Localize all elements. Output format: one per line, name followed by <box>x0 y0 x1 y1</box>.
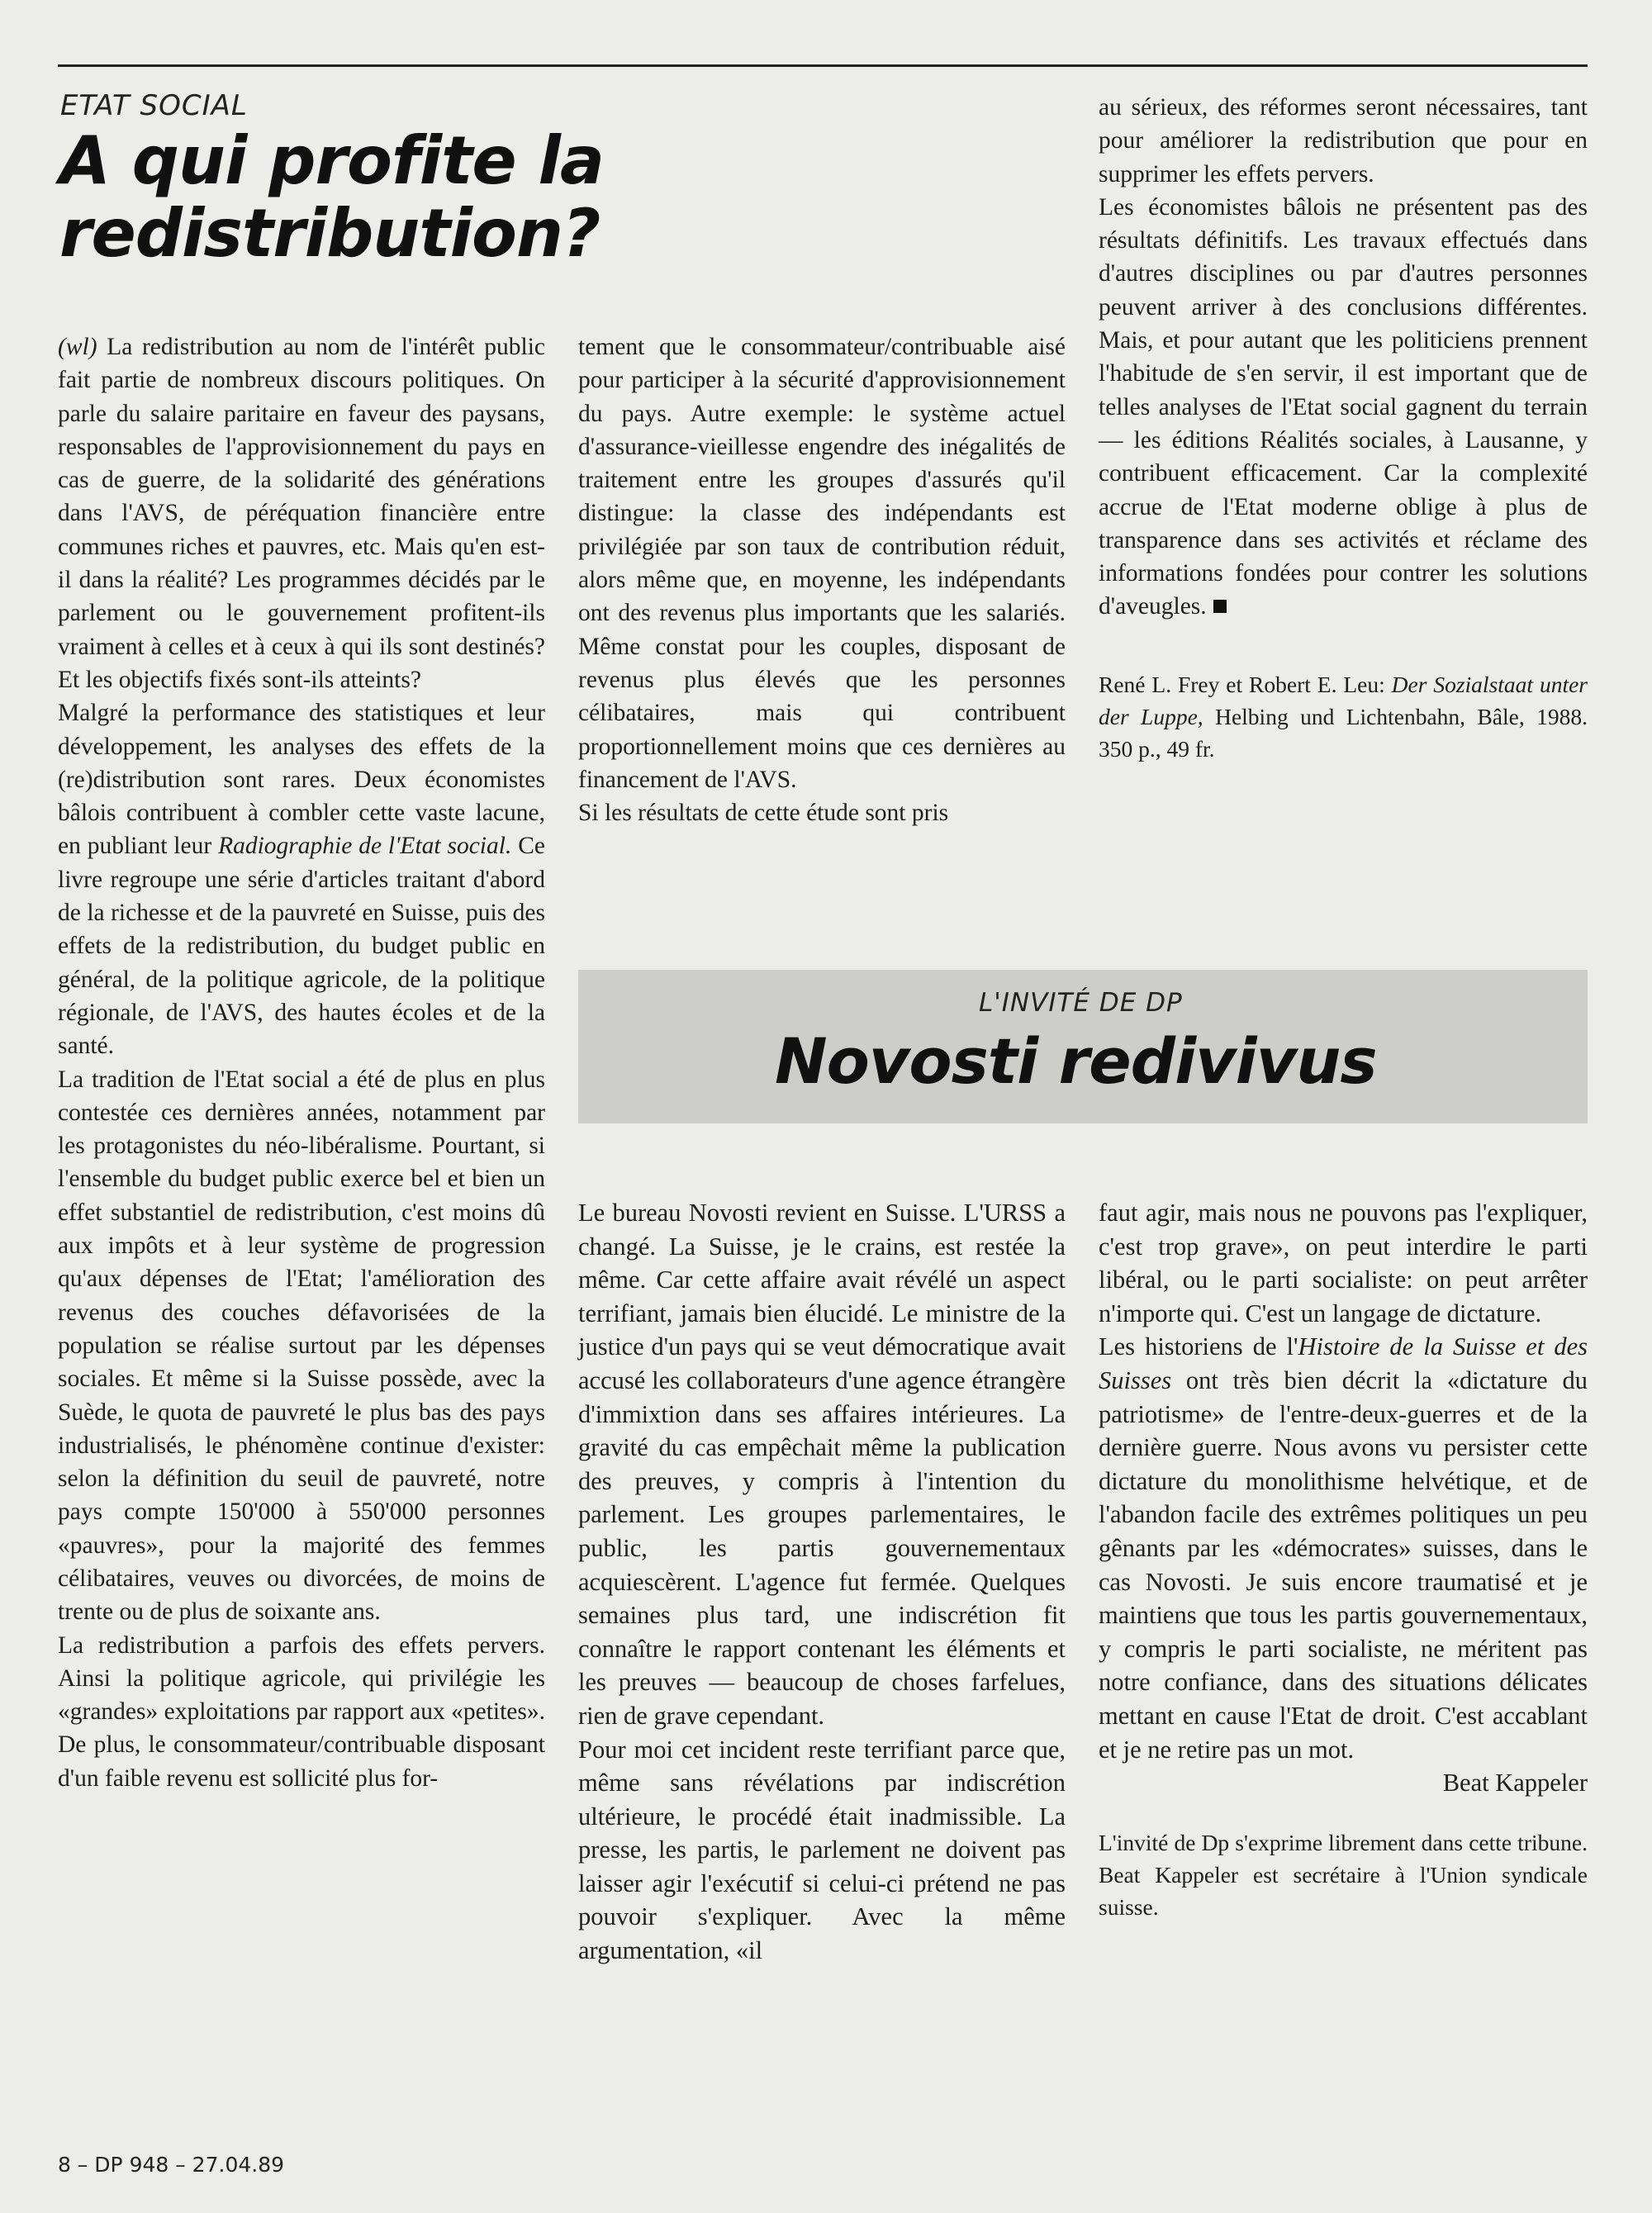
paragraph: Le bureau Novosti revient en Suisse. L'URSS a changé. La Suisse, je le crains, est restée la même. Car cette affaire avait révélé un aspect terrifiant, jamais bien élucidé. Le ministre de la justice d'un pays qui se veut démocratique avait accusé les collaborateurs d'une agence étrangère d'immixtion dans ses affaires intérieures. La gravité du cas empêchait même la publication des preuves, y compris à l'intention du parlement. Les groupes parlementaires, le public, les partis gouvernementaux acquiescèrent. L'agence fut fermée. Quelques semaines plus tard, une indiscrétion fit connaître le rapport contenant les éléments et les preuves — beaucoup de choses farfelues, rien de grave cependant. <box>578 1199 1066 1730</box>
reference-authors: René L. Frey et Robert E. Leu: <box>1099 671 1385 697</box>
article1-column-2 <box>578 330 1066 829</box>
paragraph-text: ont très bien décrit la «dictature du patriotisme» de l'entre-deux-guerres et de la dernière guerre. Nous avons vu persister cette dictature du monolithisme helvétique, et de l'abandon facile des extrêmes politiques un peu gênants par les «démocrates» suisses, dans le cas Novosti. Je suis encore traumatisé et je maintiens que tous les partis gouvernementaux, y compris le parti socialiste, ne méritent pas notre confiance, dans des situations délicates mettant en cause l'Etat de droit. C'est accablant et je ne retire pas un mot. <box>1099 1365 1588 1764</box>
article2-column-3 <box>1099 1196 1588 1923</box>
paragraph: tement que le consommateur/contribuable aisé pour participer à la sécurité d'approvisionnement du pays. Autre exemple: le système actuel d'assurance-vieillesse engendre des inégalités de traitement entre les groupes d'assurés qu'il distingue: la classe des indépendants est privilégiée par son taux de contribution réduit, alors même que, en moyenne, les indépendants ont des revenus plus importants que les salariés. Même constat pour les couples, disposant de revenus plus élevés que les personnes célibataires, mais qui contribuent proportionnellement moins que ces dernières au financement de l'AVS. <box>578 334 1066 793</box>
paragraph: au sérieux, des réformes seront nécessaires, tant pour améliorer la redistribution que pour en supprimer les effets pervers. <box>1099 94 1588 188</box>
book-title: Histoire de la Suisse et des Suisses <box>1099 1332 1588 1394</box>
byline: (wl) <box>58 334 97 360</box>
paragraph-text: La redistribution au nom de l'intérêt public fait partie de nombreux discours politiques. On parle du salaire paritaire en faveur des paysans, responsables de l'approvisionnement du pays en cas de guerre, de la solidarité des générations dans l'AVS, de péréquation financière entre communes riches et pauvres, etc. Mais qu'en est-il dans la réalité? Les programmes décidés par le parlement ou le gouvernement profitent-ils vraiment à celles et à ceux à qui ils sont destinés? Et les objectifs fixés sont-ils atteints? <box>58 334 546 693</box>
article2-title: Novosti redivivus <box>775 1024 1377 1098</box>
paragraph: La tradition de l'Etat social a été de plus en plus contestée ces dernières années, notamment par les protagonistes du néo-libéralisme. Pourtant, si l'ensemble du budget public exerce bel et bien un effet substantiel de redistribution, c'est moins dû aux impôts et à leur système de progression qu'aux dépenses de l'Etat; l'amélioration des revenus des couches défavorisées de la population se réalise surtout par les dépenses sociales. Et même si la Suisse possède, avec la Suède, le quota de pauvreté le plus bas des pays industrialisés, le phénomène continue d'exister: selon la définition du seuil de pauvreté, notre pays compte 150'000 à 550'000 personnes «pauvres», pour la majorité des femmes célibataires, veuves ou divorcées, de moins de trente ou de plus de soixante ans. <box>58 1066 545 1626</box>
article1-title-line2: redistribution? <box>59 195 601 272</box>
paragraph: faut agir, mais nous ne pouvons pas l'expliquer, c'est trop grave», on peut interdire le parti libéral, ou le parti socialiste: on peut arrêter n'importe qui. C'est un langage de dictature. <box>1099 1199 1588 1327</box>
article1-kicker: ETAT SOCIAL <box>60 89 248 122</box>
paragraph: Si les résultats de cette étude sont pris <box>578 800 949 827</box>
paragraph <box>58 330 545 696</box>
author-signature: Beat Kappeler <box>1442 1769 1588 1797</box>
paragraph: La redistribution a parfois des effets pervers. Ainsi la politique agricole, qui privilégie les «grandes» exploitations par rapport aux «petites». De plus, le consommateur/contribuable disposant d'un faible revenu est sollicité plus for- <box>58 1631 545 1792</box>
paragraph <box>1099 1330 1588 1766</box>
reference-title: Der Sozialstaat unter der Luppe, <box>1099 671 1588 729</box>
article2-column-2 <box>578 1196 1066 1968</box>
top-rule <box>58 64 1588 67</box>
reference-details: Helbing und Lichtenbahn, Bâle, 1988. 350 p., 49 fr. <box>1099 703 1588 762</box>
book-title: Radiographie de l'Etat social. <box>218 833 512 860</box>
paragraph-text: Malgré la performance des statistiques et leur développement, les analyses des effets de la (re)distribution sont rares. Deux économistes bâlois contribuent à combler cette vaste lacune, en publiant leur <box>58 700 545 860</box>
article2-kicker: L'INVITÉ DE DP <box>979 988 1183 1018</box>
article1-column-3 <box>1099 91 1588 765</box>
paragraph-text: Ce livre regroupe une série d'articles traitant d'abord de la richesse et de la pauvreté en Suisse, puis des effets de la redistribution, du budget public en général, de la politique agricole, de la politique régionale, de l'AVS, des hautes écoles et de la santé. <box>58 833 545 1060</box>
paragraph <box>58 696 545 1062</box>
paragraph <box>1099 191 1588 624</box>
paragraph-text: Les historiens de l' <box>1099 1332 1298 1361</box>
paragraph-text: Les économistes bâlois ne présentent pas des résultats définitifs. Les travaux effectués dans d'autres disciplines ou par d'autres personnes peuvent arriver à des conclusions différentes. Mais, et pour autant que les politiciens prennent l'habitude de s'en servir, il est important que de telles analyses de l'Etat social gagnent du terrain — les éditions Réalités sociales, à Lausanne, y contribuent efficacement. Car la complexité accrue de l'Etat moderne oblige à plus de transparence dans ses activités et réclame des informations fondées pour contrer les solutions d'aveugles. <box>1099 193 1588 620</box>
article1-title-line1: A qui profite la <box>59 122 604 199</box>
article1-column-1 <box>58 330 545 1795</box>
paragraph: Pour moi cet incident reste terrifiant parce que, même sans révélations par indiscrétion ultérieure, le procédé était inadmissible. La presse, les partis, le parlement ne doivent pas laisser agir l'exécutif si celui-ci prétend ne pas pouvoir s'expliquer. Avec la même argumentation, «il <box>578 1735 1066 1965</box>
guest-note: L'invité de Dp s'exprime librement dans cette tribune. Beat Kappeler est secrétaire à l'Union syndicale suisse. <box>1099 1829 1588 1920</box>
end-mark-icon <box>1213 600 1227 613</box>
page-footer: 8 – DP 948 – 27.04.89 <box>58 2153 285 2177</box>
book-reference <box>1099 668 1588 765</box>
